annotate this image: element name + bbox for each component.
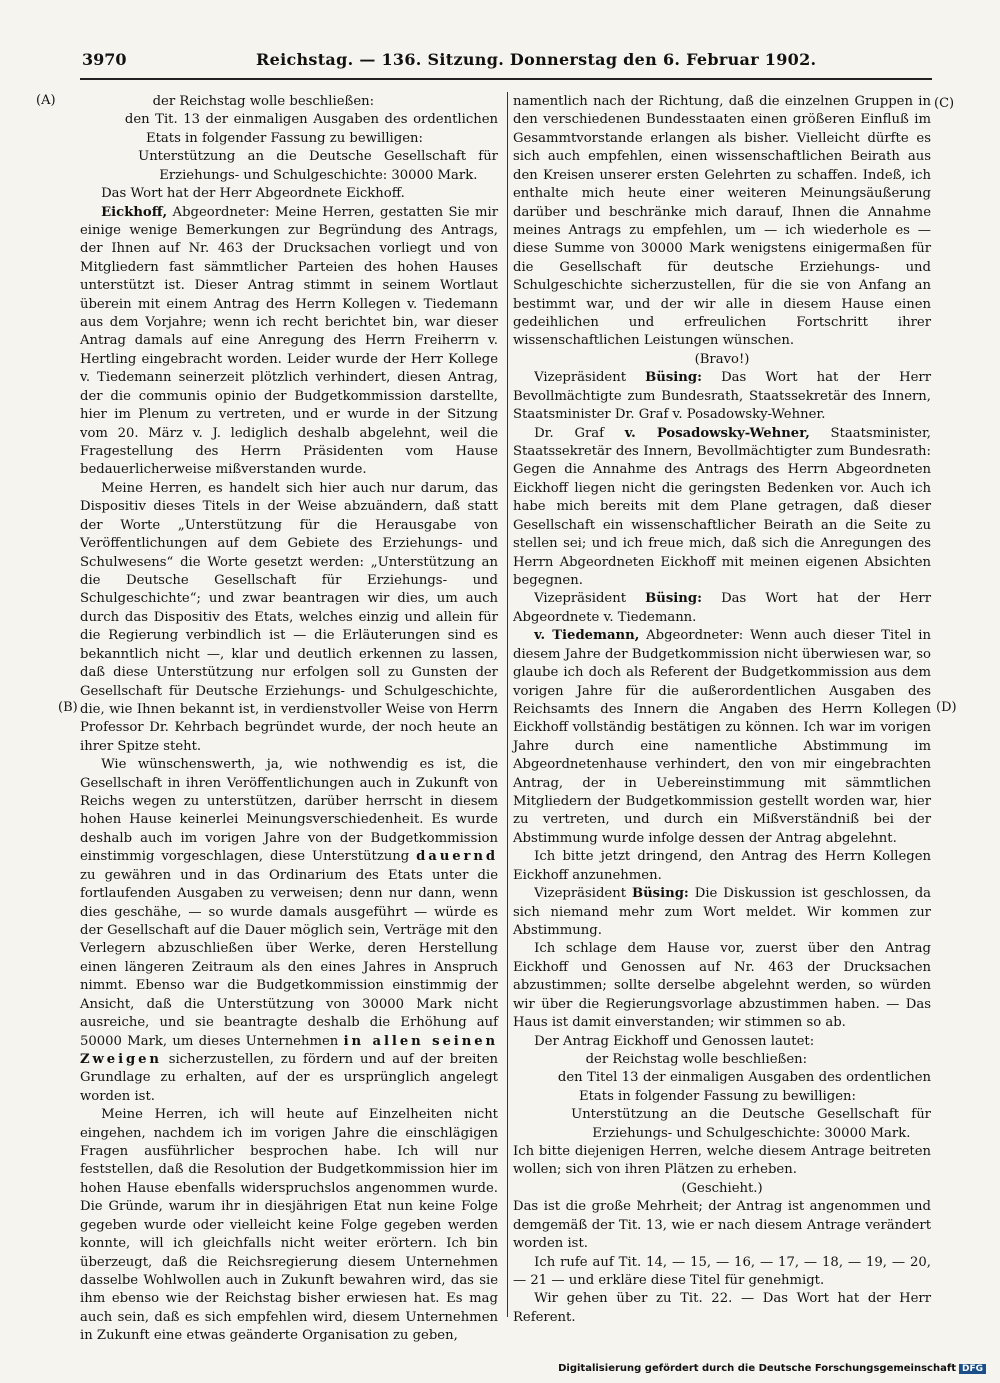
motion-intro: der Reichstag wolle beschließen: (152, 94, 375, 109)
role-label: Vizepräsident (534, 591, 646, 607)
margin-mark-d: (D) (936, 700, 957, 715)
speaker-name-eickhoff: Eickhoff, (101, 204, 168, 220)
speaker-name-posadowsky: v. Posadowsky-Wehner, (624, 425, 810, 441)
page-number: 3970 (82, 50, 127, 69)
dfg-logo: DFG (959, 1364, 986, 1374)
speech-text: Das Wort hat der Herr Bevollmächtigte zum Bundesrath, Staatssekretär des Innern, Staatsminister Dr. Graf v. Posadowsky-Wehner. (513, 370, 931, 423)
left-column (80, 93, 498, 1346)
discussion-closed (513, 885, 931, 940)
motion-text: den Tit. 13 der einmaligen Ausgaben des ordentlichen Etats in folgender Fassung zu bewilligen: (124, 112, 498, 146)
speaker-name-buesing: Büsing: (645, 591, 702, 607)
credit-text: Digitalisierung gefördert durch die Deutsche Forschungsgemeinschaft (558, 1363, 956, 1374)
motion-intro-2: der Reichstag wolle beschließen: (585, 1051, 808, 1067)
speech-eickhoff-3 (80, 756, 498, 1106)
speaker-name-tiedemann: v. Tiedemann, (534, 628, 640, 644)
floor-given-posadowsky (513, 369, 931, 424)
digitization-credit (558, 1363, 986, 1374)
speech-posadowsky (513, 425, 931, 591)
role-label: Vizepräsident (534, 370, 646, 386)
right-column (513, 93, 931, 1327)
applause-note: (Bravo!) (694, 351, 750, 367)
vote-procedure: Ich schlage dem Hause vor, zuerst über den Antrag Eickhoff und Genossen auf Nr. 463 der Drucksachen abzustimmen; sollte derselbe abgelehnt werden, so würden wir über die Regierungsvorlage abzustimmen haben. — Das Haus ist damit einverstanden; wir stimmen so ab. (513, 941, 931, 1031)
speech-text: Abgeordneter: Meine Herren, gestatten Sie mir einige wenige Bemerkungen zur Begründung des Antrags, der Ihnen auf Nr. 463 der Drucksachen vorliegt und von Mitgliedern fast sämmtlicher Parteien des hohen Hauses unterstützt ist. Dieser Antrag stimmt in seinem Wortlaut überein mit einem Antrag des Herrn Kollegen v. Tiedemann aus dem Vorjahre; wenn ich recht berichtet bin, war dieser Antrag damals auf eine Anregung des Herrn Freiherrn v. Hertling eingebracht worden. Leider wurde der Herr Kollege v. Tiedemann seinerzeit plötzlich verhindert, diesen Antrag, der die communis opinio der Budgetkommission darstellte, hier im Plenum zu vertreten, und er wurde in der Sitzung vom 20. März v. J. lediglich deshalb abgelehnt, weil die Fragestellung des Herrn Präsidenten vom Hause bedauerlicherweise mißverstanden wurde. (80, 204, 498, 478)
speech-text: Die Diskussion ist geschlossen, da sich niemand mehr zum Wort meldet. Wir kommen zur Abstimmung. (513, 886, 931, 938)
speech-tiedemann-2: Ich bitte jetzt dringend, den Antrag des Herrn Kollegen Eickhoff anzunehmen. (513, 849, 931, 883)
speech-text: Abgeordneter: Wenn auch dieser Titel in diesem Jahre der Budgetkommission nicht überwiesen war, so glaube ich doch als Referent der Budgetkommission aus dem vorigen Jahre für die außerordentlichen Ausgaben des Reichsamts des Innern die Angaben des Herrn Kollegen Eickhoff vollständig bestätigen zu können. Ich war im vorigen Jahre durch eine namentliche Abstimmung im Abgeordnetenhause verhindert, den von mir eingebrachten Antrag, der in Uebereinstimmung mit sämmtlichen Mitgliedern der Budgetkommission gestellt worden war, hier zu vertreten, und durch ein Mißverständniß bei der Abstimmung wurde infolge dessen der Antrag abgelehnt. (513, 628, 932, 846)
speech-text: Wie wünschenswerth, ja, wie nothwendig es ist, die Gesellschaft in ihren Veröffentlichungen auch in Zukunft von Reichs wegen zu unterstützen, darüber herrscht in diesem hohen Hause keinerlei Meinungsverschiedenheit. Es wurde deshalb auch im vorigen Jahre von der Budgetkommission einstimmig vorgeschlagen, diese Unterstützung (80, 757, 498, 865)
header-rule (80, 78, 932, 80)
running-head: Reichstag. — 136. Sitzung. Donnerstag den 6. Februar 1902. (256, 50, 817, 69)
floor-given-eickhoff: Das Wort hat der Herr Abgeordnete Eickhoff. (101, 186, 405, 202)
speaker-name-buesing: Büsing: (631, 886, 689, 902)
titles-approved: Ich rufe auf Tit. 14, — 15, — 16, — 17, — 18, — 19, — 20, — 21 — und erkläre diese Titel für genehmigt. (513, 1254, 931, 1288)
role-label: Vizepräsident (534, 886, 632, 902)
next-title: Wir gehen über zu Tit. 22. — Das Wort hat der Herr Referent. (513, 1291, 931, 1325)
speech-eickhoff-2: Meine Herren, es handelt sich hier auch nur darum, das Dispositiv dieses Titels in der Weise abzuändern, daß statt der Worte „Unterstützung für die Herausgabe von Veröffentlichungen auf dem Gebiete des Erziehungs- und Schulwesens“ die Worte gesetzt werden: „Unterstützung an die Deutsche Gesellschaft für Erziehungs- und Schulgeschichte“; und zwar beantragen wir dies, um auch durch das Dispositiv des Etats, welches einzig und allein für die Regierung verbindlich ist — die Erläuterungen sind es bekanntlich nicht —, klar und deutlich erkennen zu lassen, daß diese Unterstützung nur erfolgen soll zu Gunsten der Gesellschaft für Deutsche Erziehungs- und Schulgeschichte, die, wie Ihnen bekannt ist, in verdienstvoller Weise von Herrn Professor Dr. Kehrbach begründet wurde, der noch heute an ihrer Spitze steht. (80, 480, 498, 754)
speech-eickhoff-4: Meine Herren, ich will heute auf Einzelheiten nicht eingehen, nachdem ich im vorigen Jahre die einschlägigen Fragen ausführlicher besprochen habe. Ich will nur feststellen, daß die Resolution der Budgetkommission hier im hohen Hause ebenfalls widerspruchslos angenommen wurde. Die Gründe, warum ihr in diesjährigen Etat nun keine Folge gegeben wurde oder vielleicht keine Folge gegeben werden konnte, will ich gleichfalls nicht weiter erörtern. Ich bin überzeugt, daß die Reichsregierung diesem Unternehmen dasselbe Wohlwollen auch in Zukunft bewahren wird, das sie ihm ebenso wie der Reichstag bisher erwiesen hat. Es mag auch sein, daß es sich empfehlen wird, diesem Unternehmen in Zukunft eine etwas geänderte Organisation zu geben, (80, 1107, 498, 1344)
margin-mark-c: (C) (934, 96, 955, 111)
vote-request: Ich bitte diejenigen Herren, welche diesem Antrage beitreten wollen; sich von ihren Plätzen zu erheben. (513, 1144, 931, 1178)
floor-given-tiedemann (513, 590, 931, 627)
spaced-emphasis: in allen seinen Zweigen (80, 1033, 498, 1067)
speech-eickhoff-1 (80, 204, 498, 480)
role-label: Dr. Graf (534, 425, 625, 441)
margin-mark-b: (B) (58, 700, 78, 715)
speech-text: zu gewähren und in das Ordinarium des Etats unter die fortlaufenden Ausgaben zu verweisen; denn nur dann, wenn dies geschähe, — so wurde damals ausgeführt — würde es der Gesellschaft auf die Dauer möglich sein, Verträge mit den Verlegern abzuschließen über Werke, deren Herstellung einen längeren Zeitraum als den eines Jahres in Anspruch nimmt. Ebenso war die Budgetkommission einstimmig der Ansicht, daß die Unterstützung von 30000 Mark nicht ausreiche, und sie beantragte deshalb die Erhöhung auf 50000 Mark, um dieses Unternehmen (80, 867, 498, 1049)
motion-item-2: Unterstützung an die Deutsche Gesellschaft für Erziehungs- und Schulgeschichte: 30000 Mark. (571, 1107, 931, 1141)
speech-text: Das Wort hat der Herr Abgeordnete v. Tiedemann. (513, 591, 931, 625)
motion-text-2: den Titel 13 der einmaligen Ausgaben des ordentlichen Etats in folgender Fassung zu bewilligen: (557, 1070, 931, 1104)
speech-tiedemann-1 (513, 627, 931, 848)
speech-text: sicherzustellen, zu fördern und auf der breiten Grundlage zu erhalten, auf der es ursprünglich angelegt worden ist. (80, 1051, 498, 1104)
speech-eickhoff-5: namentlich nach der Richtung, daß die einzelnen Gruppen in den verschiedenen Bundesstaaten einen größeren Einfluß im Gesammtvorstande erlangen als bisher. Vielleicht dürfte es sich auch empfehlen, einen wissenschaftlichen Beirath aus den Kreisen unserer ersten Gelehrten zu schaffen. Indeß, ich enthalte mich heute einer weiteren Meinungsäußerung darüber und beschränke mich darauf, Ihnen die Annahme meines Antrags zu empfehlen, um — ich wiederhole es — diese Summe von 30000 Mark wenigstens einigermaßen für die Gesellschaft für deutsche Erziehungs- und Schulgeschichte sicherzustellen, für die sie von Anfang an bestimmt war, und der wir alle in diesem Hause einen gedeihlichen und erfreulichen Fortschritt ihrer wissenschaftlichen Leistungen wünschen. (513, 94, 931, 349)
margin-mark-a: (A) (36, 93, 56, 108)
motion-reading: Der Antrag Eickhoff und Genossen lautet: (534, 1033, 815, 1049)
speech-text: Staatsminister, Staatssekretär des Innern, Bevollmächtigter zum Bundesrath: Gegen die Annahme des Antrags des Herrn Abgeordneten Eickhoff liegen nicht die geringsten Bedenken vor. Auch ich habe mich bereits mit dem Plane getragen, daß dieser Gesellschaft ein wissenschaftlicher Beirath an die Seite zu stellen sei; und ich freue mich, daß sich die Anregungen des Herrn Abgeordneten Eickhoff mit meinen eigenen Absichten begegnen. (513, 425, 931, 588)
vote-result: Das ist die große Mehrheit; der Antrag ist angenommen und demgemäß der Tit. 13, wie er nach diesem Antrage verändert worden ist. (513, 1199, 931, 1252)
spaced-emphasis: dauernd (416, 849, 498, 865)
motion-item: Unterstützung an die Deutsche Gesellschaft für Erziehungs- und Schulgeschichte: 30000 Mark. (138, 149, 498, 183)
vote-action-note: (Geschieht.) (681, 1180, 763, 1196)
speaker-name-buesing: Büsing: (645, 370, 702, 386)
column-divider (507, 92, 508, 1317)
